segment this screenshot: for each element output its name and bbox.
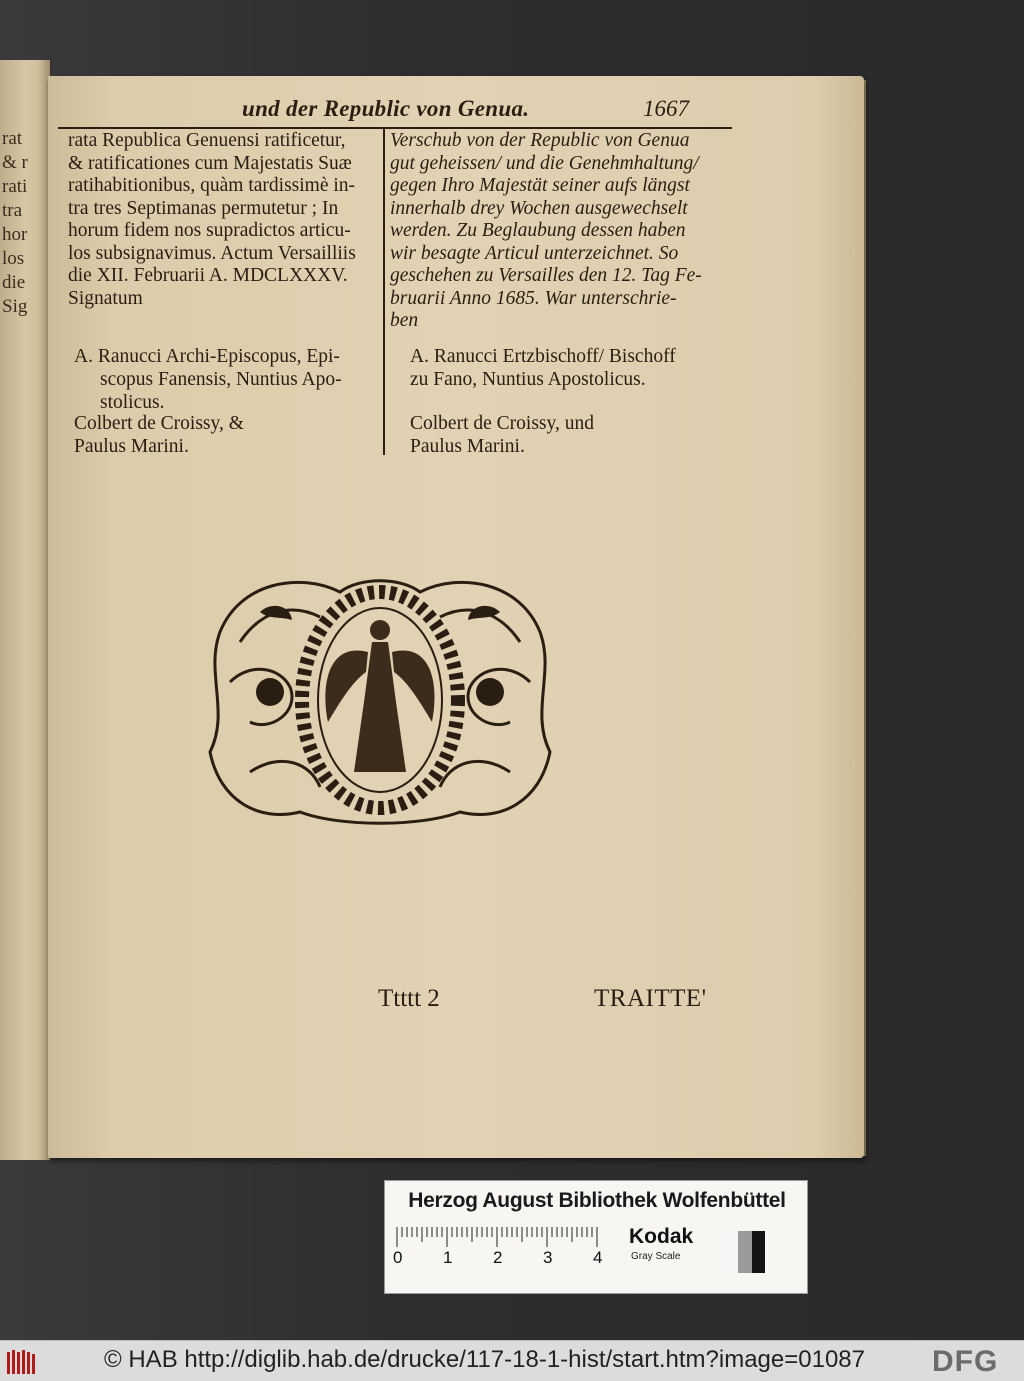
text-line: tra tres Septimanas permutetur ; In <box>68 197 339 219</box>
signature-line: A. Ranucci Ertzbischoff/ Bischoff <box>410 346 676 367</box>
latin-column <box>68 130 378 310</box>
german-column <box>390 130 732 333</box>
gray-scale-swatch <box>725 1231 765 1273</box>
text-line: geschehen zu Versailles den 12. Tag Fe- <box>390 265 702 286</box>
signature-line: zu Fano, Nuntius Apostolicus. <box>410 369 646 390</box>
ruler-scale <box>393 1225 611 1265</box>
prev-fragment: die <box>2 272 26 293</box>
prev-fragment: & r <box>2 152 28 173</box>
gray-scale-label: Gray Scale <box>631 1251 681 1262</box>
text-line: rata Republica Genuensi ratificetur, <box>68 130 346 151</box>
text-line: los subsignavimus. Actum Versailliis <box>68 242 356 264</box>
prev-fragment: rati <box>2 176 28 197</box>
prev-fragment: los <box>2 248 25 269</box>
footer-bar <box>0 1340 1024 1381</box>
text-line: wir besagte Articul unterzeichnet. So <box>390 242 679 264</box>
signature-line: stolicus. <box>100 392 165 413</box>
text-line: horum fidem nos supradictos articu- <box>68 220 351 241</box>
text-line: Verschub von der Republic von Genua <box>390 130 690 151</box>
signature-line: Paulus Marini. <box>74 436 189 457</box>
signature-line: scopus Fanensis, Nuntius Apo- <box>100 369 342 390</box>
ruler-label: 1 <box>443 1248 453 1265</box>
text-line: gegen Ihro Majestät seiner aufs längst <box>390 175 690 196</box>
text-line: Signatum <box>68 287 143 309</box>
prev-fragment: tra <box>2 200 23 221</box>
signature-ranucci-german <box>410 345 676 391</box>
signature-colbert-german <box>410 412 594 458</box>
source-url: © HAB http://diglib.hab.de/drucke/117-18-1-hist/start.htm?image=01087 <box>104 1346 866 1373</box>
text-line: ben <box>390 310 419 331</box>
text-line: ratihabitionibus, quàm tardissimè in- <box>68 175 356 196</box>
ruler-label: 3 <box>543 1248 553 1265</box>
prev-fragment: rat <box>2 128 23 149</box>
prev-fragment: hor <box>2 224 28 245</box>
signature-line: Colbert de Croissy, und <box>410 413 594 434</box>
ruler-label: 0 <box>393 1248 403 1265</box>
woodcut-ornament-angel-icon <box>200 572 560 830</box>
running-header: und der Republic von Genua. <box>242 96 530 121</box>
ruler-label: 4 <box>593 1248 603 1265</box>
text-line: bruarii Anno 1685. War unterschrie- <box>390 287 677 309</box>
kodak-brand: Kodak <box>629 1225 694 1248</box>
hab-logo-icon <box>6 1348 36 1376</box>
header-rule <box>58 127 732 129</box>
signature-ranucci-latin <box>74 345 342 414</box>
text-line: gut geheissen/ und die Genehmhaltung/ <box>390 152 699 174</box>
reference-card <box>384 1180 808 1294</box>
signature-line: Paulus Marini. <box>410 436 525 457</box>
text-line: werden. Zu Beglaubung dessen haben <box>390 220 686 241</box>
ruler-label: 2 <box>493 1248 503 1265</box>
dfg-logo: DFG <box>932 1345 999 1378</box>
library-name: Herzog August Bibliothek Wolfenbüttel <box>408 1189 786 1212</box>
text-line: & ratificationes cum Majestatis Suæ <box>68 152 352 174</box>
signature-line: A. Ranucci Archi-Episcopus, Epi- <box>74 346 340 367</box>
next-section-title: TRAITTE' <box>594 985 707 1012</box>
signature-colbert-latin <box>74 412 244 458</box>
page-number: 1667 <box>643 96 689 121</box>
column-divider <box>383 129 385 455</box>
signature-line: Colbert de Croissy, & <box>74 413 244 434</box>
prev-fragment: Sig <box>2 296 28 317</box>
text-line: die XII. Februarii A. MDCLXXXV. <box>68 265 348 286</box>
catchword: Ttttt 2 <box>378 985 440 1012</box>
text-line: innerhalb drey Wochen ausgewechselt <box>390 197 688 219</box>
